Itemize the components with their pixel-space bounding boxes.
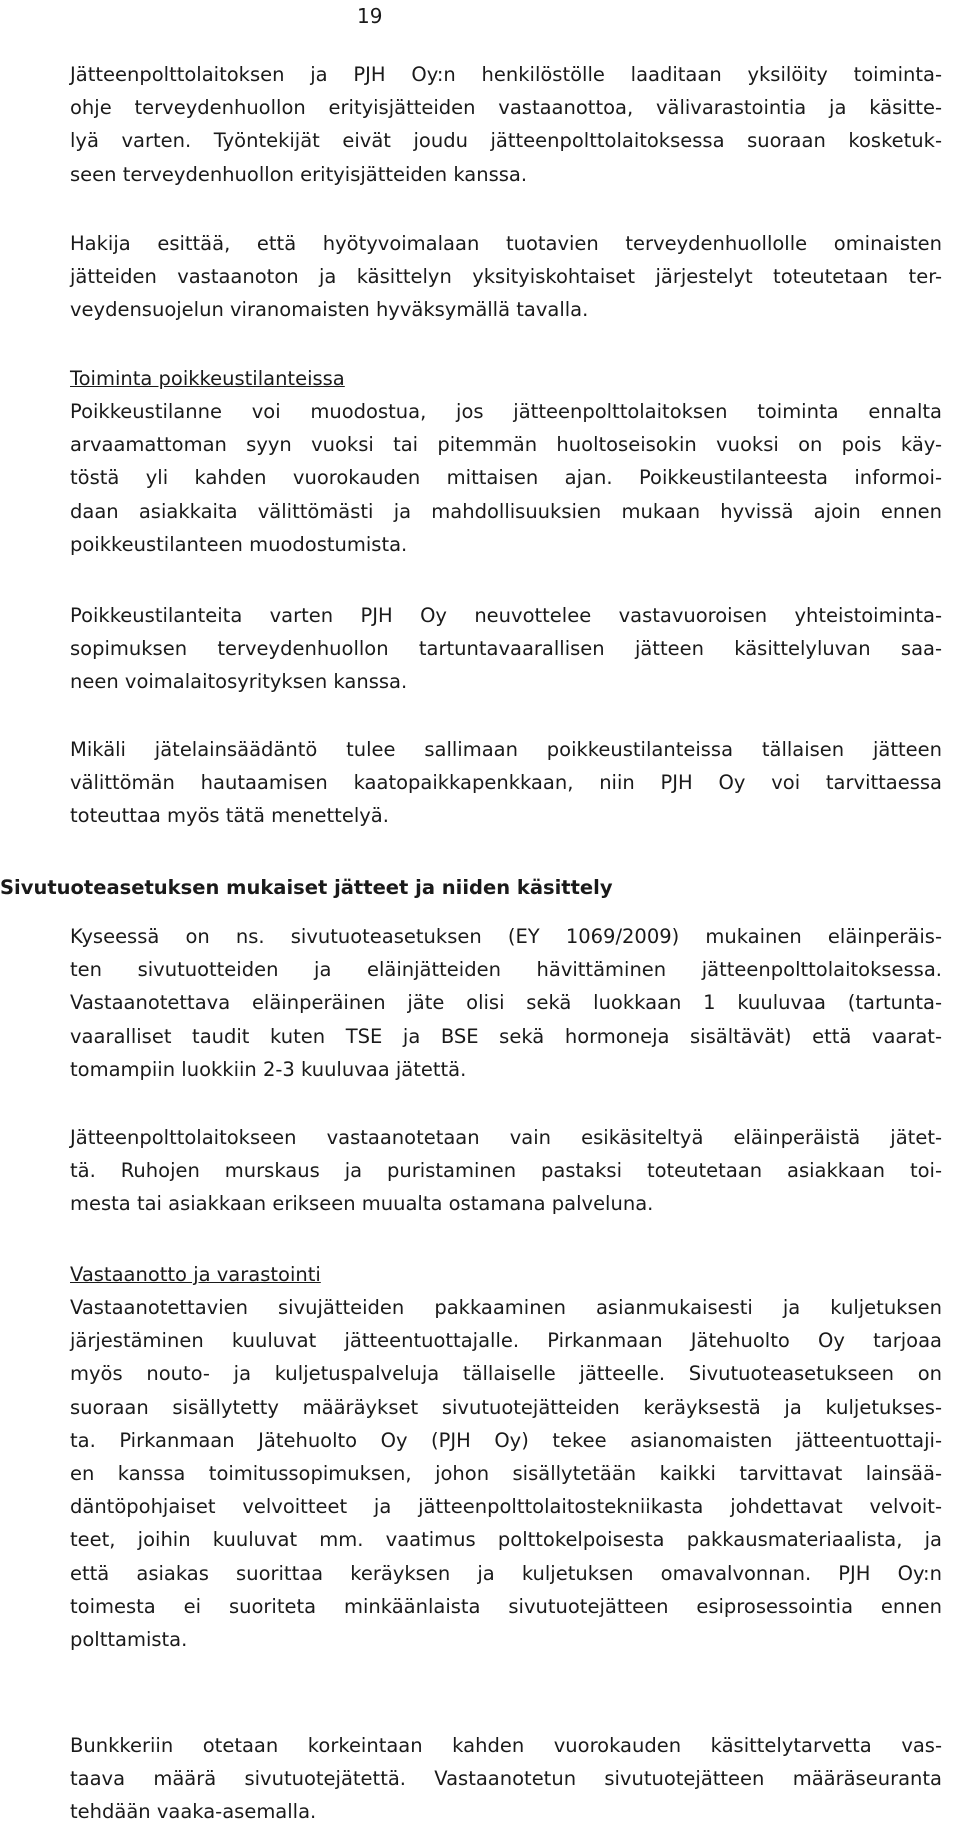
text-line: ten sivutuotteiden ja eläinjätteiden hävittäminen jätteenpolttolaitoksessa. (70, 958, 942, 982)
text-line: myös nouto- ja kuljetuspalveluja tällaiselle jätteelle. Sivutuoteasetukseen on (70, 1362, 942, 1386)
text-line: toimesta ei suoriteta minkäänlaista sivutuotejätteen esiprosessointia ennen (70, 1594, 942, 1618)
text-line: suoraan sisällytetty määräykset sivutuotejätteiden keräyksestä ja kuljetukses- (70, 1395, 942, 1419)
text-line: polttamista. (70, 1628, 188, 1652)
text-line: ohje terveydenhuollon erityisjätteiden vastaanottoa, välivarastointia ja käsitte- (70, 96, 942, 120)
text-line: jätteiden vastaanoton ja käsittelyn yksityiskohtaiset järjestelyt toteutetaan ter- (70, 265, 942, 289)
text-line: däntöpohjaiset velvoitteet ja jätteenpolttolaitostekniikasta johdettavat velvoit- (70, 1495, 942, 1519)
text-line: Vastaanotettavien sivujätteiden pakkaaminen asianmukaisesti ja kuljetuksen (70, 1296, 942, 1319)
text-line: neen voimalaitosyrityksen kanssa. (70, 670, 408, 694)
section-heading-byproducts: Sivutuoteasetuksen mukaiset jätteet ja niiden käsittely (0, 876, 613, 899)
text-line: arvaamattoman syyn vuoksi tai pitemmän huoltoseisokin vuoksi on pois käy- (70, 433, 942, 457)
text-line: välittömän hautaamisen kaatopaikkapenkkaan, niin PJH Oy voi tarvittaessa (70, 771, 942, 795)
page-number: 19 (357, 4, 383, 28)
text-line: Jätteenpolttolaitoksen ja PJH Oy:n henkilöstölle laaditaan yksilöity toiminta- (70, 63, 942, 86)
text-line: Hakija esittää, että hyötyvoimalaan tuotavien terveydenhuollolle ominaisten (70, 232, 942, 255)
text-line: teet, joihin kuuluvat mm. vaatimus polttokelpoisesta pakkausmateriaalista, ja (70, 1528, 942, 1552)
text-line: taava määrä sivutuotejätettä. Vastaanotetun sivutuotejätteen määräseuranta (70, 1767, 942, 1791)
text-line: mesta tai asiakkaan erikseen muualta ostamana palveluna. (70, 1192, 654, 1216)
text-line: järjestäminen kuuluvat jätteentuottajalle. Pirkanmaan Jätehuolto Oy tarjoaa (70, 1329, 942, 1353)
paragraph-preprocessing (70, 1121, 942, 1221)
paragraph-packaging-transport (70, 1291, 942, 1656)
text-line: Poikkeustilanteita varten PJH Oy neuvottelee vastavuoroisen yhteistoiminta- (70, 604, 942, 627)
text-line: daan asiakkaita välittömästi ja mahdollisuuksien mukaan hyvissä ajoin ennen (70, 499, 942, 523)
paragraph-animal-byproducts (70, 920, 942, 1086)
text-line: Mikäli jätelainsäädäntö tulee sallimaan poikkeustilanteissa tällaisen jätteen (70, 738, 942, 761)
text-line: seen terveydenhuollon erityisjätteiden kanssa. (70, 162, 528, 186)
text-line: Jätteenpolttolaitokseen vastaanotetaan vain esikäsiteltyä eläinperäistä jätet- (70, 1126, 942, 1149)
text-line: lyä varten. Työntekijät eivät joudu jätteenpolttolaitoksessa suoraan kosketuk- (70, 129, 942, 153)
text-line: että asiakas suorittaa keräyksen ja kuljetuksen omavalvonnan. PJH Oy:n (70, 1561, 942, 1585)
text-line: Vastaanotettava eläinperäinen jäte olisi sekä luokkaan 1 kuuluvaa (tartunta- (70, 991, 942, 1015)
paragraph-arrangements (70, 227, 942, 327)
paragraph-exceptional-situation (70, 395, 942, 561)
text-line: Kyseessä on ns. sivutuoteasetuksen (EY 1069/2009) mukainen eläinperäis- (70, 925, 942, 948)
paragraph-cooperation-agreement (70, 599, 942, 699)
text-line: toteuttaa myös tätä menettelyä. (70, 804, 389, 828)
text-line: en kanssa toimitussopimuksen, johon sisällytetään kaikki tarvittavat lainsää- (70, 1462, 942, 1486)
text-line: Poikkeustilanne voi muodostua, jos jätteenpolttolaitoksen toiminta ennalta (70, 400, 942, 423)
text-line: sopimuksen terveydenhuollon tartuntavaarallisen jätteen käsittelyluvan saa- (70, 637, 942, 661)
text-line: poikkeustilanteen muodostumista. (70, 532, 408, 556)
subheading-reception-storage: Vastaanotto ja varastointi (70, 1263, 321, 1286)
text-line: ta. Pirkanmaan Jätehuolto Oy (PJH Oy) tekee asianomaisten jätteentuottaji- (70, 1428, 942, 1452)
text-line: tehdään vaaka-asemalla. (70, 1800, 317, 1824)
text-line: veydensuojelun viranomaisten hyväksymällä tavalla. (70, 298, 589, 322)
text-line: tä. Ruhojen murskaus ja puristaminen pastaksi toteutetaan asiakkaan toi- (70, 1159, 942, 1183)
paragraph-bunker (70, 1729, 942, 1829)
subheading-exceptional-situations: Toiminta poikkeustilanteissa (70, 367, 345, 390)
text-line: Bunkkeriin otetaan korkeintaan kahden vuorokauden käsittelytarvetta vas- (70, 1734, 942, 1757)
text-line: tomampiin luokkiin 2-3 kuuluvaa jätettä. (70, 1057, 467, 1081)
paragraph-landfill-option (70, 733, 942, 833)
paragraph-staff-instructions (70, 58, 942, 191)
text-line: vaaralliset taudit kuten TSE ja BSE sekä hormoneja sisältävät) että vaarat- (70, 1024, 942, 1048)
text-line: töstä yli kahden vuorokauden mittaisen ajan. Poikkeustilanteesta informoi- (70, 466, 942, 490)
